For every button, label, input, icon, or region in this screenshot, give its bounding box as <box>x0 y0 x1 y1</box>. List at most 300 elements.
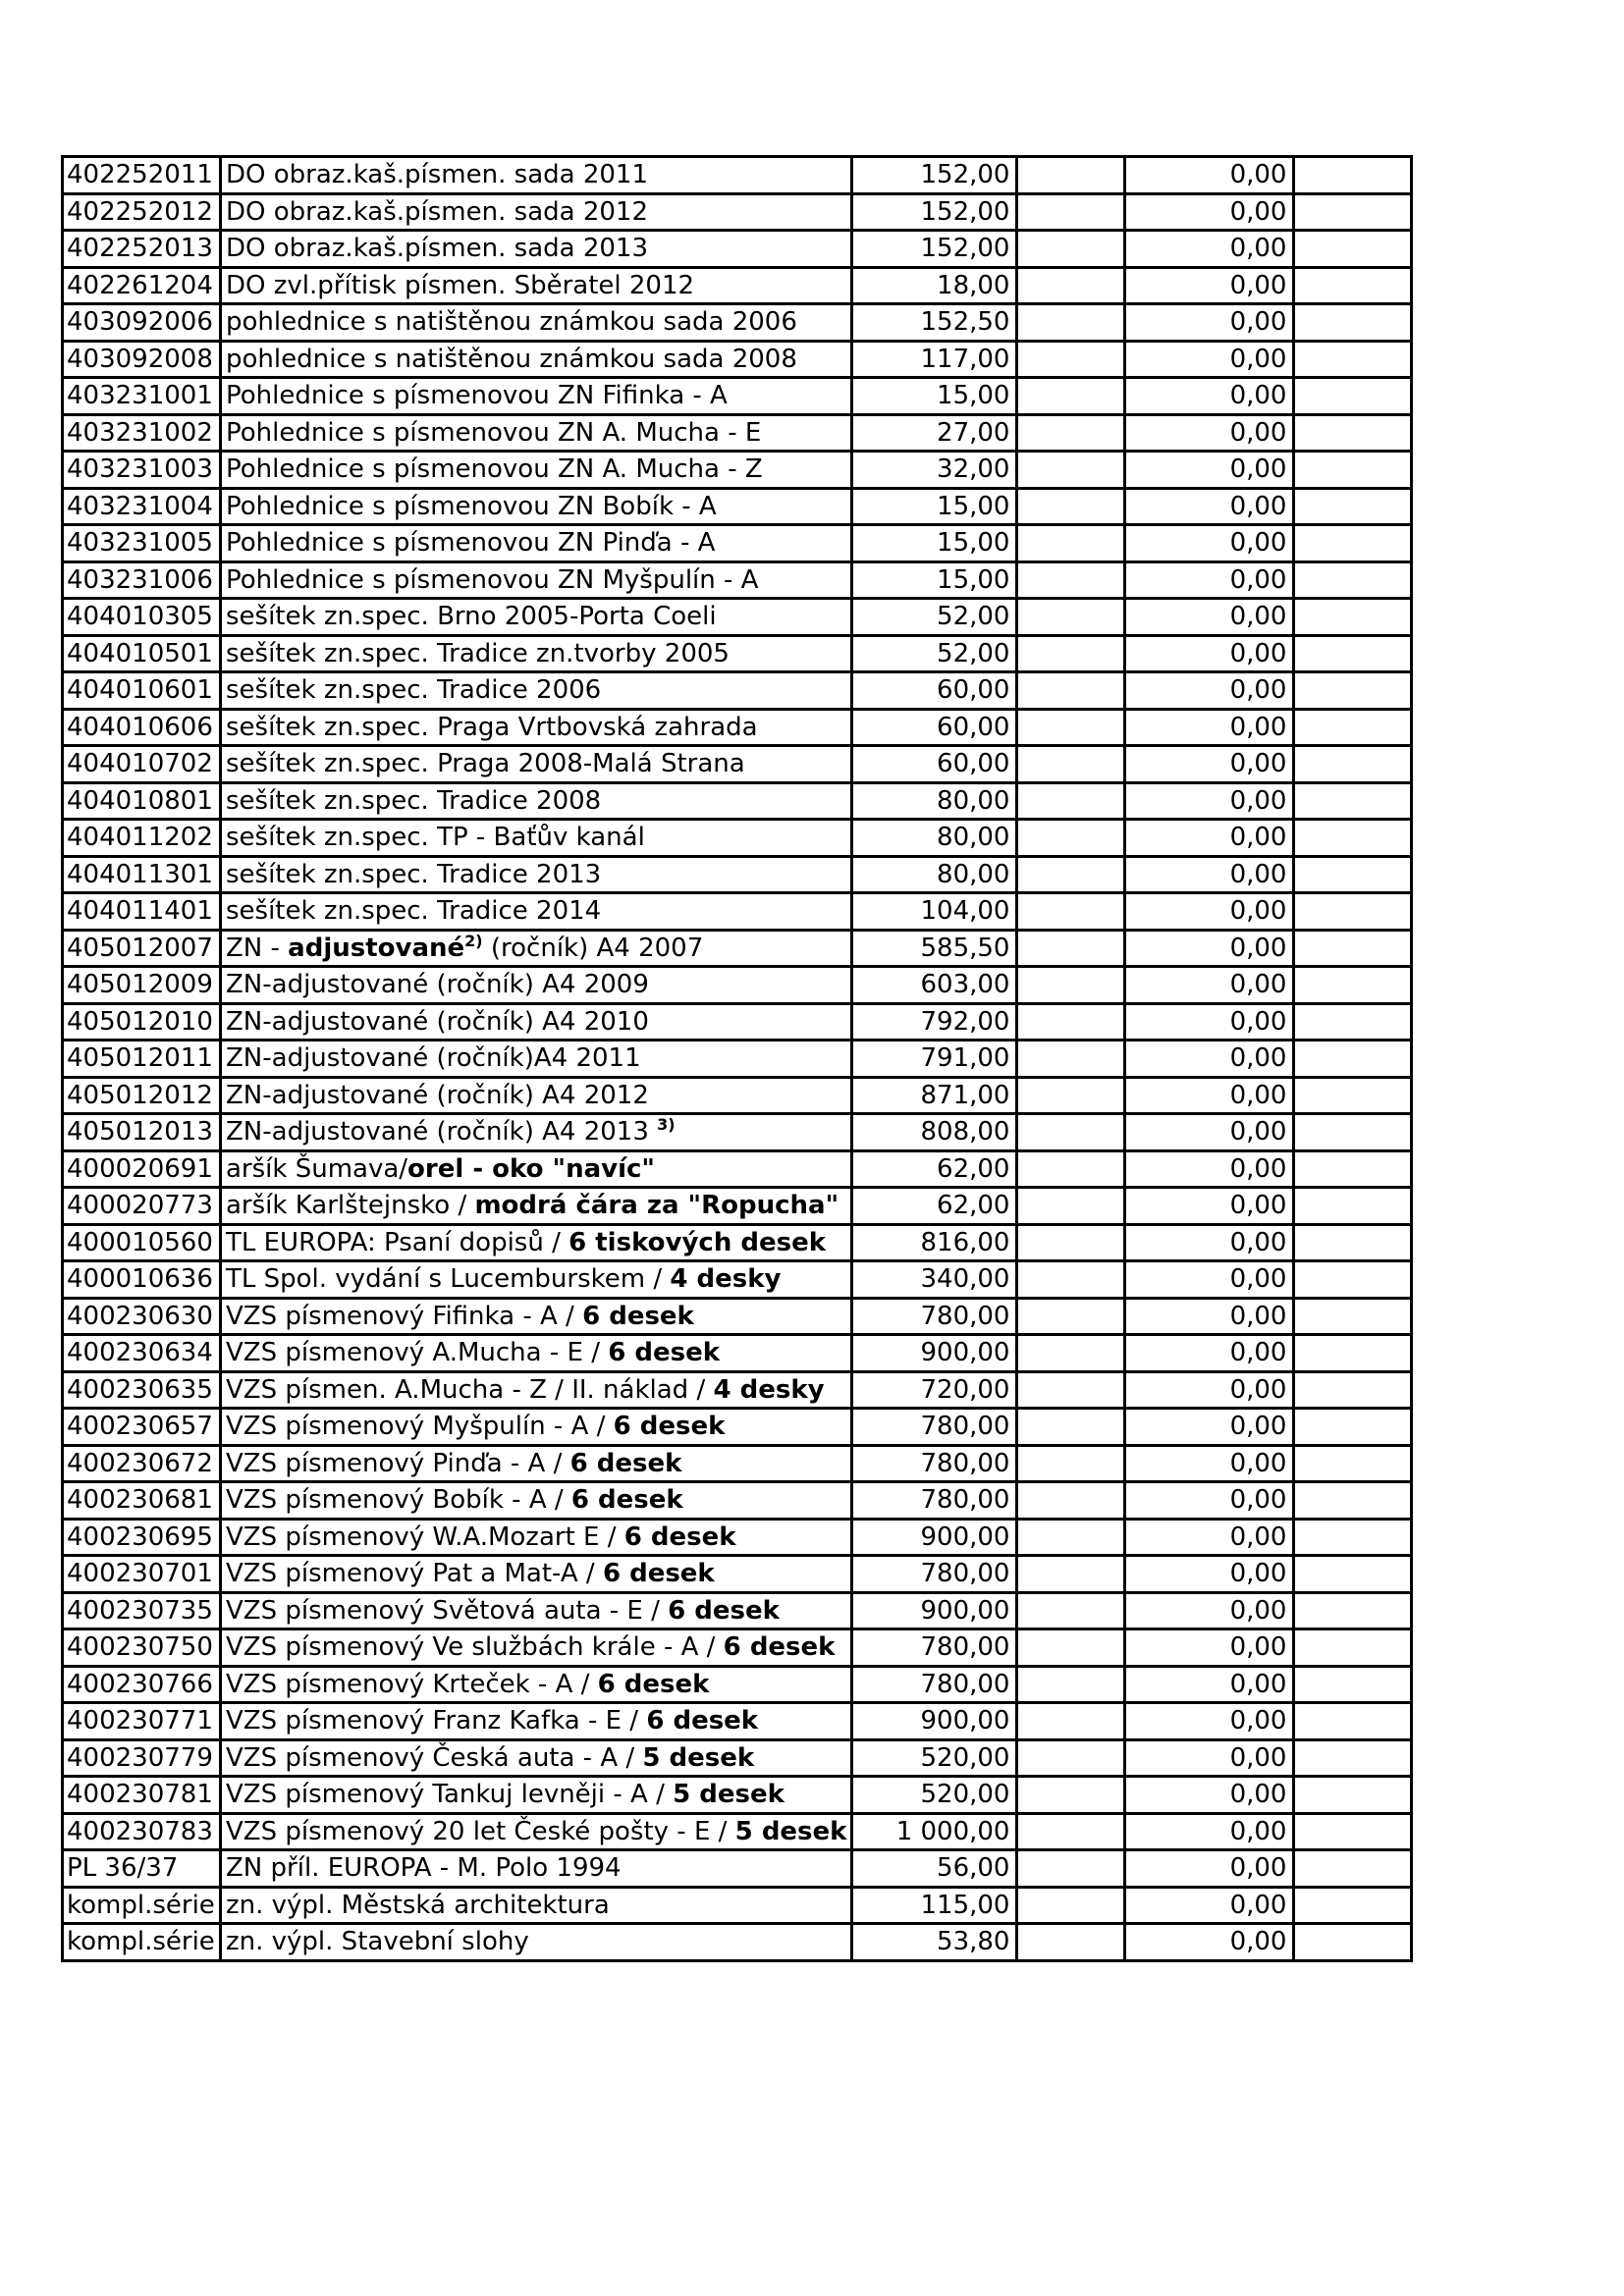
table-row <box>63 1556 1412 1593</box>
empty-cell <box>1017 672 1125 710</box>
item-code: 400230779 <box>63 1739 221 1777</box>
item-description <box>221 635 852 672</box>
empty-cell <box>1017 561 1125 599</box>
item-code: 404010702 <box>63 746 221 783</box>
description-text: DO obraz.kaš.písmen. sada 2012 <box>226 196 648 227</box>
empty-cell <box>1294 414 1412 452</box>
empty-cell <box>1294 561 1412 599</box>
item-description <box>221 820 852 857</box>
table-row <box>63 525 1412 562</box>
description-text: DO obraz.kaš.písmen. sada 2011 <box>226 160 648 190</box>
item-value: 0,00 <box>1125 746 1294 783</box>
description-text: sešítek zn.spec. Praga Vrtbovská zahrada <box>226 712 758 742</box>
item-value: 0,00 <box>1125 525 1294 562</box>
item-price: 15,00 <box>852 378 1017 415</box>
item-description <box>221 1445 852 1482</box>
empty-cell <box>1017 930 1125 967</box>
empty-cell <box>1294 452 1412 489</box>
description-text: VZS písmenový W.A.Mozart E / <box>226 1522 624 1552</box>
empty-cell <box>1294 1629 1412 1667</box>
table-row <box>63 1409 1412 1446</box>
empty-cell <box>1017 488 1125 525</box>
item-description <box>221 414 852 452</box>
description-text: ZN-adjustované (ročník) A4 2010 <box>226 1006 649 1037</box>
item-price: 152,50 <box>852 304 1017 342</box>
table-row <box>63 1482 1412 1520</box>
item-code: 403231005 <box>63 525 221 562</box>
item-price: 780,00 <box>852 1482 1017 1520</box>
table-row <box>63 561 1412 599</box>
description-text: ZN-adjustované (ročník) A4 2013 <box>226 1117 658 1148</box>
description-text: ZN příl. EUROPA - M. Polo 1994 <box>226 1853 622 1884</box>
item-code: 404010501 <box>63 635 221 672</box>
item-value: 0,00 <box>1125 1482 1294 1520</box>
item-price: 15,00 <box>852 561 1017 599</box>
table-row <box>63 1850 1412 1888</box>
table-row <box>63 1445 1412 1482</box>
item-description <box>221 157 852 194</box>
item-value: 0,00 <box>1125 1813 1294 1850</box>
item-value: 0,00 <box>1125 1666 1294 1703</box>
empty-cell <box>1294 1003 1412 1041</box>
description-bold-text: 5 desek <box>642 1742 755 1773</box>
item-code: 405012009 <box>63 967 221 1004</box>
item-price: 900,00 <box>852 1335 1017 1372</box>
empty-cell <box>1294 1666 1412 1703</box>
description-text: Pohlednice s písmenovou ZN A. Mucha - Z <box>226 454 763 485</box>
description-text: Pohlednice s písmenovou ZN Bobík - A <box>226 491 717 521</box>
empty-cell <box>1017 1887 1125 1924</box>
item-value: 0,00 <box>1125 1850 1294 1888</box>
item-description <box>221 1335 852 1372</box>
item-value: 0,00 <box>1125 452 1294 489</box>
empty-cell <box>1017 856 1125 893</box>
item-value: 0,00 <box>1125 893 1294 931</box>
description-text: sešítek zn.spec. Tradice 2006 <box>226 675 602 706</box>
empty-cell <box>1294 856 1412 893</box>
table-row <box>63 1114 1412 1151</box>
item-value: 0,00 <box>1125 561 1294 599</box>
table-row <box>63 893 1412 931</box>
item-price: 56,00 <box>852 1850 1017 1888</box>
item-value: 0,00 <box>1125 1445 1294 1482</box>
empty-cell <box>1017 193 1125 231</box>
empty-cell <box>1294 746 1412 783</box>
item-price: 900,00 <box>852 1519 1017 1556</box>
item-price: 15,00 <box>852 488 1017 525</box>
description-text: TL Spol. vydání s Lucemburskem / <box>226 1264 671 1295</box>
footnote-marker: 3) <box>657 1115 676 1135</box>
item-price: 18,00 <box>852 267 1017 304</box>
empty-cell <box>1017 1629 1125 1667</box>
empty-cell <box>1294 1261 1412 1299</box>
empty-cell <box>1017 1445 1125 1482</box>
price-list-body <box>63 157 1412 1961</box>
empty-cell <box>1017 1482 1125 1520</box>
description-bold-text: 6 desek <box>570 1485 683 1516</box>
item-value: 0,00 <box>1125 1409 1294 1446</box>
description-text: VZS písmenový Franz Kafka - E / <box>226 1706 647 1736</box>
item-price: 152,00 <box>852 231 1017 268</box>
description-text: DO obraz.kaš.písmen. sada 2013 <box>226 234 648 264</box>
item-price: 900,00 <box>852 1592 1017 1629</box>
empty-cell <box>1294 341 1412 378</box>
empty-cell <box>1017 1298 1125 1335</box>
item-price: 80,00 <box>852 782 1017 820</box>
description-bold-text: 4 desky <box>713 1374 825 1405</box>
item-price: 340,00 <box>852 1261 1017 1299</box>
description-bold-text: 6 desek <box>608 1338 721 1368</box>
item-description <box>221 341 852 378</box>
empty-cell <box>1294 488 1412 525</box>
item-value: 0,00 <box>1125 820 1294 857</box>
item-code: 400230701 <box>63 1556 221 1593</box>
item-code: 400020691 <box>63 1150 221 1188</box>
item-code: 402261204 <box>63 267 221 304</box>
description-text: DO zvl.přítisk písmen. Sběratel 2012 <box>226 270 695 300</box>
item-value: 0,00 <box>1125 1371 1294 1409</box>
item-description <box>221 267 852 304</box>
item-code: 400230771 <box>63 1703 221 1740</box>
description-bold-text: 6 desek <box>613 1412 726 1442</box>
empty-cell <box>1017 1150 1125 1188</box>
empty-cell <box>1294 1519 1412 1556</box>
empty-cell <box>1294 1777 1412 1814</box>
table-row <box>63 1261 1412 1299</box>
item-value: 0,00 <box>1125 1003 1294 1041</box>
item-code: 400230681 <box>63 1482 221 1520</box>
table-row <box>63 1739 1412 1777</box>
description-text: aršík Karlštejnsko / <box>226 1191 475 1221</box>
item-code: 400230672 <box>63 1445 221 1482</box>
empty-cell <box>1294 1482 1412 1520</box>
item-value: 0,00 <box>1125 304 1294 342</box>
empty-cell <box>1294 1445 1412 1482</box>
table-row <box>63 341 1412 378</box>
empty-cell <box>1017 1703 1125 1740</box>
description-text: ZN-adjustované (ročník)A4 2011 <box>226 1043 641 1074</box>
item-price: 152,00 <box>852 193 1017 231</box>
item-code: 404011301 <box>63 856 221 893</box>
table-row <box>63 746 1412 783</box>
item-code: 403231002 <box>63 414 221 452</box>
item-price: 603,00 <box>852 967 1017 1004</box>
item-price: 27,00 <box>852 414 1017 452</box>
table-row <box>63 1188 1412 1225</box>
item-description <box>221 1482 852 1520</box>
item-price: 780,00 <box>852 1409 1017 1446</box>
item-price: 60,00 <box>852 672 1017 710</box>
item-price: 816,00 <box>852 1224 1017 1261</box>
empty-cell <box>1294 1409 1412 1446</box>
description-text: sešítek zn.spec. Brno 2005-Porta Coeli <box>226 602 717 632</box>
empty-cell <box>1017 414 1125 452</box>
item-description <box>221 378 852 415</box>
empty-cell <box>1294 930 1412 967</box>
item-description <box>221 231 852 268</box>
item-price: 792,00 <box>852 1003 1017 1041</box>
empty-cell <box>1017 599 1125 636</box>
item-value: 0,00 <box>1125 1224 1294 1261</box>
description-text: VZS písmenový Světová auta - E / <box>226 1595 669 1626</box>
table-row <box>63 820 1412 857</box>
item-price: 115,00 <box>852 1887 1017 1924</box>
empty-cell <box>1294 1224 1412 1261</box>
item-value: 0,00 <box>1125 967 1294 1004</box>
item-description <box>221 1703 852 1740</box>
item-value: 0,00 <box>1125 1077 1294 1114</box>
empty-cell <box>1294 1150 1412 1188</box>
table-row <box>63 1003 1412 1041</box>
empty-cell <box>1017 1188 1125 1225</box>
description-text: sešítek zn.spec. Praga 2008-Malá Strana <box>226 749 745 779</box>
description-bold-text: 5 desek <box>673 1780 785 1810</box>
empty-cell <box>1294 1924 1412 1961</box>
table-row <box>63 193 1412 231</box>
description-bold-text: 6 desek <box>646 1706 759 1736</box>
table-row <box>63 782 1412 820</box>
item-value: 0,00 <box>1125 1261 1294 1299</box>
item-description <box>221 599 852 636</box>
item-value: 0,00 <box>1125 709 1294 746</box>
item-value: 0,00 <box>1125 1592 1294 1629</box>
description-text: VZS písmenový 20 let České pošty - E / <box>226 1816 735 1846</box>
empty-cell <box>1294 1335 1412 1372</box>
empty-cell <box>1294 1371 1412 1409</box>
table-row <box>63 599 1412 636</box>
table-row <box>63 1298 1412 1335</box>
item-price: 62,00 <box>852 1188 1017 1225</box>
item-price: 791,00 <box>852 1041 1017 1078</box>
empty-cell <box>1294 893 1412 931</box>
item-code: 400230630 <box>63 1298 221 1335</box>
item-description <box>221 1519 852 1556</box>
item-description <box>221 1777 852 1814</box>
item-value: 0,00 <box>1125 856 1294 893</box>
description-text: VZS písmenový Ve službách krále - A / <box>226 1632 724 1663</box>
description-text: sešítek zn.spec. Tradice zn.tvorby 2005 <box>226 638 730 668</box>
table-row <box>63 930 1412 967</box>
empty-cell <box>1017 1739 1125 1777</box>
item-value: 0,00 <box>1125 1703 1294 1740</box>
item-price: 780,00 <box>852 1556 1017 1593</box>
item-price: 80,00 <box>852 820 1017 857</box>
empty-cell <box>1294 231 1412 268</box>
table-row <box>63 488 1412 525</box>
description-tail-text: (ročník) A4 2007 <box>482 933 704 963</box>
empty-cell <box>1294 1703 1412 1740</box>
table-row <box>63 967 1412 1004</box>
item-description <box>221 1261 852 1299</box>
footnote-marker: 2) <box>464 931 483 950</box>
empty-cell <box>1017 231 1125 268</box>
empty-cell <box>1294 1739 1412 1777</box>
item-price: 780,00 <box>852 1666 1017 1703</box>
item-price: 900,00 <box>852 1703 1017 1740</box>
description-bold-text: orel - oko "navíc" <box>407 1153 655 1184</box>
item-description <box>221 1041 852 1078</box>
empty-cell <box>1017 820 1125 857</box>
description-bold-text: 5 desek <box>734 1816 847 1846</box>
table-row <box>63 157 1412 194</box>
item-description <box>221 1150 852 1188</box>
empty-cell <box>1017 1924 1125 1961</box>
description-text: VZS písmenový Česká auta - A / <box>226 1742 643 1773</box>
empty-cell <box>1294 525 1412 562</box>
item-code: 404010601 <box>63 672 221 710</box>
price-list-table <box>61 155 1413 1962</box>
description-bold-text: 6 desek <box>723 1632 836 1663</box>
empty-cell <box>1294 599 1412 636</box>
empty-cell <box>1294 635 1412 672</box>
empty-cell <box>1017 1556 1125 1593</box>
table-row <box>63 1371 1412 1409</box>
table-row <box>63 414 1412 452</box>
description-text: VZS písmenový Pat a Mat-A / <box>226 1559 603 1589</box>
item-value: 0,00 <box>1125 414 1294 452</box>
empty-cell <box>1294 1592 1412 1629</box>
item-price: 15,00 <box>852 525 1017 562</box>
item-description <box>221 856 852 893</box>
item-description <box>221 782 852 820</box>
item-value: 0,00 <box>1125 488 1294 525</box>
description-bold-text: modrá čára za "Ropucha" <box>474 1191 839 1221</box>
item-code: PL 36/37 <box>63 1850 221 1888</box>
item-code: 400230750 <box>63 1629 221 1667</box>
item-value: 0,00 <box>1125 1924 1294 1961</box>
empty-cell <box>1294 672 1412 710</box>
item-price: 52,00 <box>852 599 1017 636</box>
item-value: 0,00 <box>1125 1887 1294 1924</box>
item-code: 400010560 <box>63 1224 221 1261</box>
empty-cell <box>1294 378 1412 415</box>
item-code: 405012012 <box>63 1077 221 1114</box>
item-code: 400230735 <box>63 1592 221 1629</box>
table-row <box>63 267 1412 304</box>
item-code: 403231003 <box>63 452 221 489</box>
table-row <box>63 856 1412 893</box>
description-text: Pohlednice s písmenovou ZN Pinďa - A <box>226 528 716 559</box>
table-row <box>63 1041 1412 1078</box>
item-code: 405012011 <box>63 1041 221 1078</box>
item-price: 104,00 <box>852 893 1017 931</box>
item-description <box>221 1556 852 1593</box>
description-text: Pohlednice s písmenovou ZN A. Mucha - E <box>226 417 762 448</box>
empty-cell <box>1294 709 1412 746</box>
item-price: 53,80 <box>852 1924 1017 1961</box>
table-row <box>63 1224 1412 1261</box>
description-text: VZS písmenový Bobík - A / <box>226 1485 571 1516</box>
item-value: 0,00 <box>1125 157 1294 194</box>
empty-cell <box>1294 267 1412 304</box>
item-value: 0,00 <box>1125 1739 1294 1777</box>
item-description <box>221 893 852 931</box>
item-value: 0,00 <box>1125 378 1294 415</box>
empty-cell <box>1294 1114 1412 1151</box>
item-code: 400230635 <box>63 1371 221 1409</box>
empty-cell <box>1017 782 1125 820</box>
item-price: 1 000,00 <box>852 1813 1017 1850</box>
item-description <box>221 488 852 525</box>
empty-cell <box>1017 1409 1125 1446</box>
description-text: aršík Šumava/ <box>226 1153 408 1184</box>
item-description <box>221 1371 852 1409</box>
description-text: VZS písmen. A.Mucha - Z / II. náklad / <box>226 1374 714 1405</box>
empty-cell <box>1294 1850 1412 1888</box>
description-bold-text: 6 desek <box>668 1595 780 1626</box>
item-price: 60,00 <box>852 746 1017 783</box>
empty-cell <box>1017 1666 1125 1703</box>
item-price: 720,00 <box>852 1371 1017 1409</box>
empty-cell <box>1017 378 1125 415</box>
table-row <box>63 1813 1412 1850</box>
empty-cell <box>1294 1077 1412 1114</box>
empty-cell <box>1017 267 1125 304</box>
item-description <box>221 525 852 562</box>
empty-cell <box>1017 1335 1125 1372</box>
table-row <box>63 672 1412 710</box>
description-bold-text: 4 desky <box>670 1264 782 1295</box>
item-code: kompl.série <box>63 1924 221 1961</box>
description-bold-text: adjustované <box>288 933 465 963</box>
empty-cell <box>1017 967 1125 1004</box>
item-value: 0,00 <box>1125 599 1294 636</box>
empty-cell <box>1017 746 1125 783</box>
empty-cell <box>1294 1556 1412 1593</box>
table-row <box>63 1150 1412 1188</box>
empty-cell <box>1017 1003 1125 1041</box>
item-price: 52,00 <box>852 635 1017 672</box>
empty-cell <box>1294 1041 1412 1078</box>
item-code: 404010305 <box>63 599 221 636</box>
empty-cell <box>1294 820 1412 857</box>
item-code: 402252013 <box>63 231 221 268</box>
empty-cell <box>1017 1519 1125 1556</box>
description-text: zn. výpl. Stavební slohy <box>226 1927 529 1957</box>
item-description <box>221 561 852 599</box>
table-row <box>63 231 1412 268</box>
empty-cell <box>1017 1041 1125 1078</box>
table-row <box>63 1703 1412 1740</box>
item-value: 0,00 <box>1125 1777 1294 1814</box>
empty-cell <box>1294 1887 1412 1924</box>
item-value: 0,00 <box>1125 1629 1294 1667</box>
item-value: 0,00 <box>1125 782 1294 820</box>
item-code: 403231004 <box>63 488 221 525</box>
item-code: 402252011 <box>63 157 221 194</box>
empty-cell <box>1294 1813 1412 1850</box>
item-code: kompl.série <box>63 1887 221 1924</box>
item-description <box>221 1813 852 1850</box>
table-row <box>63 1777 1412 1814</box>
description-text: VZS písmenový A.Mucha - E / <box>226 1338 609 1368</box>
item-code: 405012010 <box>63 1003 221 1041</box>
description-bold-text: 6 desek <box>597 1669 710 1699</box>
item-description <box>221 1224 852 1261</box>
description-text: pohlednice s natištěnou známkou sada 2006 <box>226 307 797 338</box>
empty-cell <box>1017 525 1125 562</box>
item-code: 404011401 <box>63 893 221 931</box>
item-value: 0,00 <box>1125 672 1294 710</box>
table-row <box>63 1519 1412 1556</box>
item-price: 62,00 <box>852 1150 1017 1188</box>
item-price: 808,00 <box>852 1114 1017 1151</box>
description-text: VZS písmenový Krteček - A / <box>226 1669 598 1699</box>
item-value: 0,00 <box>1125 341 1294 378</box>
item-value: 0,00 <box>1125 1114 1294 1151</box>
item-code: 403231006 <box>63 561 221 599</box>
item-code: 405012007 <box>63 930 221 967</box>
